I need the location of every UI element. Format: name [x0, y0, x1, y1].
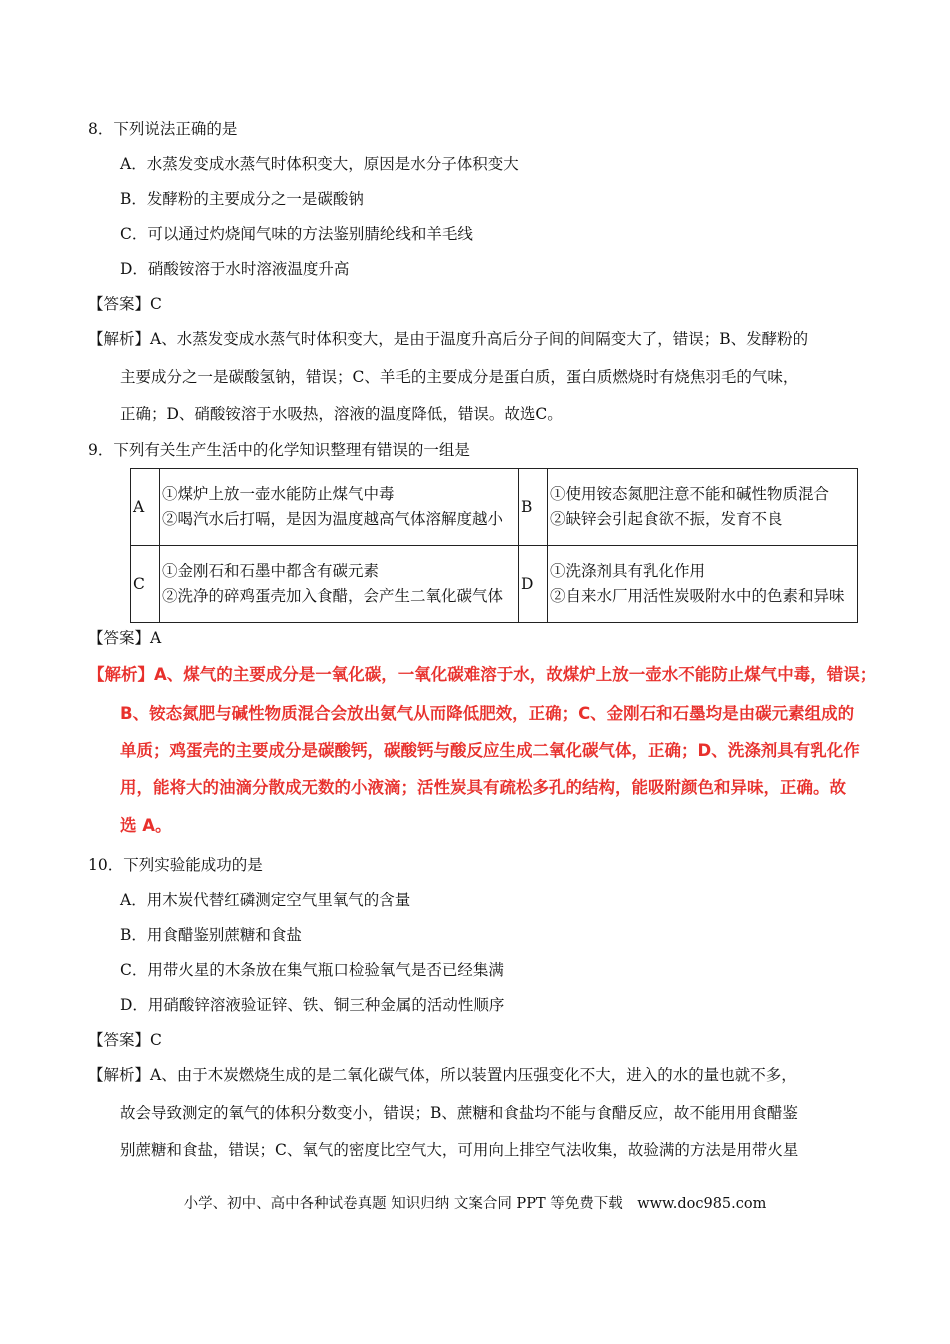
cell-d-item-2: ②自来水厂用活性炭吸附水中的色素和异味 [550, 587, 845, 605]
cell-d-item-1: ①洗涤剂具有乳化作用 [550, 562, 706, 580]
q10-analysis-line-1: 【解析】A、由于木炭燃烧生成的是二氧化碳气体，所以装置内压强变化不大，进入的水的量也就不多， [88, 1066, 797, 1084]
q8-analysis-line-2: 主要成分之一是碳酸氢钠，错误；C、羊毛的主要成分是蛋白质，蛋白质燃烧时有烧焦羽毛的气味， [120, 368, 799, 386]
table-row [131, 469, 858, 546]
q9-knowledge-table [130, 468, 858, 623]
q9-analysis-line-3: 单质；鸡蛋壳的主要成分是碳酸钙，碳酸钙与酸反应生成二氧化碳气体，正确；D、洗涤剂具有乳化作 [120, 741, 860, 760]
q10-option-c: C．用带火星的木条放在集气瓶口检验氧气是否已经集满 [120, 961, 504, 979]
row-label-d: D [519, 546, 548, 623]
row-label-b: B [519, 469, 548, 546]
q8-answer: 【答案】C [88, 295, 162, 313]
q9-stem: 9．下列有关生产生活中的化学知识整理有错误的一组是 [88, 441, 470, 459]
cell-b [548, 469, 858, 546]
q9-analysis-line-5: 选 A。 [120, 816, 172, 835]
q9-analysis-line-4: 用，能将大的油滴分散成无数的小液滴；活性炭具有疏松多孔的结构，能吸附颜色和异味，正确。故 [120, 778, 846, 797]
q9-analysis-line-1: 【解析】A、煤气的主要成分是一氧化碳，一氧化碳难溶于水，故煤炉上放一壶水不能防止煤气中毒，错误； [88, 665, 877, 684]
cell-b-item-1: ①使用铵态氮肥注意不能和碱性物质混合 [550, 485, 830, 503]
q9-analysis-line-2: B、铵态氮肥与碱性物质混合会放出氨气从而降低肥效，正确；C、金刚石和石墨均是由碳元素组成的 [120, 704, 855, 723]
q8-stem: 8．下列说法正确的是 [88, 120, 238, 138]
cell-a-item-2: ②喝汽水后打嗝，是因为温度越高气体溶解度越小 [162, 510, 504, 528]
q10-option-a: A．用木炭代替红磷测定空气里氧气的含量 [120, 891, 411, 909]
cell-b-item-2: ②缺锌会引起食欲不振，发育不良 [550, 510, 783, 528]
cell-a-item-1: ①煤炉上放一壶水能防止煤气中毒 [162, 485, 395, 503]
q10-stem: 10．下列实验能成功的是 [88, 856, 263, 874]
cell-d [548, 546, 858, 623]
row-label-c: C [131, 546, 160, 623]
page-footer: 小学、初中、高中各种试卷真题 知识归纳 文案合同 PPT 等免费下载 www.doc985.com [183, 1196, 767, 1212]
q8-option-a: A．水蒸发变成水蒸气时体积变大，原因是水分子体积变大 [120, 155, 519, 173]
cell-a [160, 469, 519, 546]
q8-option-d: D．硝酸铵溶于水时溶液温度升高 [120, 260, 350, 278]
q10-answer: 【答案】C [88, 1031, 162, 1049]
q8-option-b: B．发酵粉的主要成分之一是碳酸钠 [120, 190, 364, 208]
q8-analysis-line-3: 正确；D、硝酸铵溶于水吸热，溶液的温度降低，错误。故选C。 [120, 405, 563, 423]
q10-option-b: B．用食醋鉴别蔗糖和食盐 [120, 926, 302, 944]
q10-analysis-line-3: 别蔗糖和食盐，错误；C、氧气的密度比空气大，可用向上排空气法收集，故验满的方法是用带火星 [120, 1141, 799, 1159]
q8-analysis-line-1: 【解析】A、水蒸发变成水蒸气时体积变大，是由于温度升高后分子间的间隔变大了，错误；B、发酵粉的 [88, 330, 809, 348]
cell-c-item-2: ②洗净的碎鸡蛋壳加入食醋，会产生二氧化碳气体 [162, 587, 504, 605]
cell-c-item-1: ①金刚石和石墨中都含有碳元素 [162, 562, 380, 580]
q9-answer: 【答案】A [88, 629, 162, 647]
cell-c [160, 546, 519, 623]
q10-option-d: D．用硝酸锌溶液验证锌、铁、铜三种金属的活动性顺序 [120, 996, 505, 1014]
row-label-a: A [131, 469, 160, 546]
q10-analysis-line-2: 故会导致测定的氧气的体积分数变小，错误；B、蔗糖和食盐均不能与食醋反应，故不能用用食醋鉴 [120, 1104, 798, 1122]
table-row [131, 546, 858, 623]
q8-option-c: C．可以通过灼烧闻气味的方法鉴别腈纶线和羊毛线 [120, 225, 473, 243]
